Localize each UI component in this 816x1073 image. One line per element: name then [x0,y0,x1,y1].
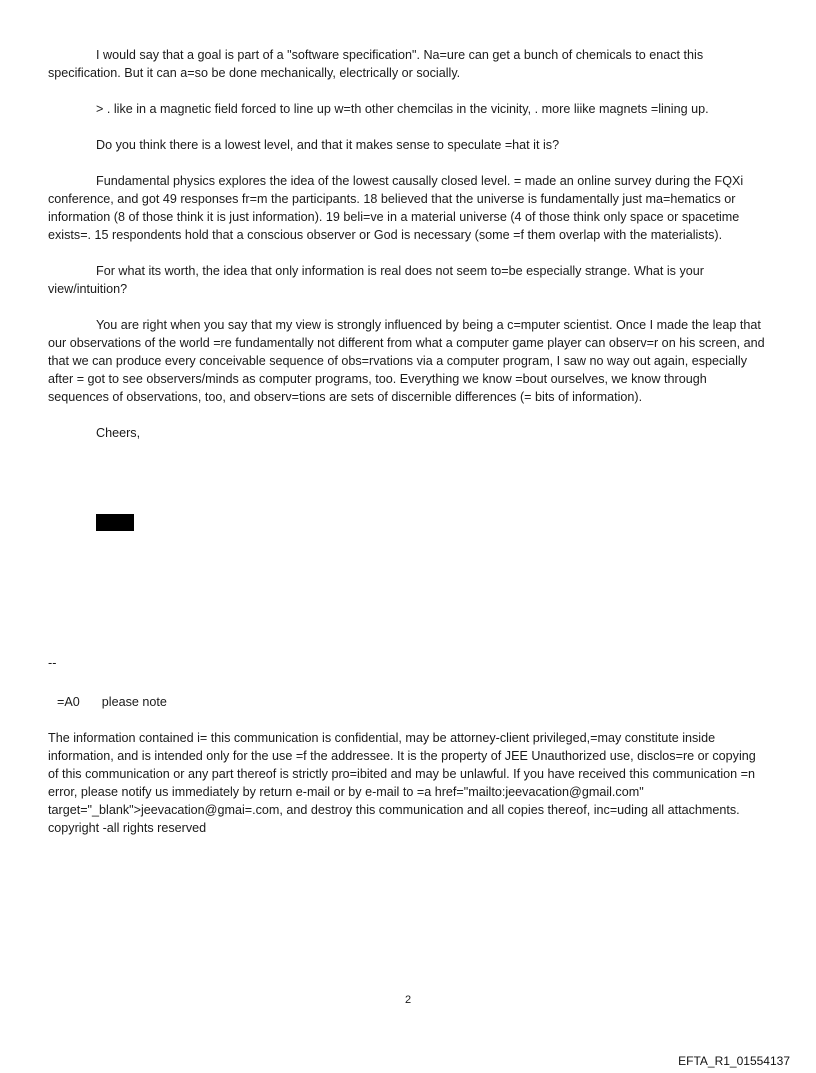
body-paragraph-5: For what its worth, the idea that only information is real does not seem to=be especially strange. What is your view/intuition? [48,264,704,296]
redacted-signature-block [96,514,134,531]
body-paragraph-6: You are right when you say that my view is strongly influenced by being a c=mputer scientist. Once I made the leap that our observations of the world =re fundamentally not different from what a computer game player can observ=r on his screen, and that we can produce every conceivable sequence of obs=rvations via a computer program, I saw no way out again, especially after = got to see observers/minds as computer programs, too. Everything we know =bout ourselves, we know through sequences of observations, too, and observ=tions are sets of discernible differences (= bits of information). [48,318,765,404]
body-paragraph-1: I would say that a goal is part of a "software specification". Na=ure can get a bunch of chemicals to enact this specification. But it can a=so be done mechanically, electrically or socially. [48,48,704,80]
page-number: 2 [404,994,412,1006]
note-text: please note [101,695,167,709]
please-note-line [57,693,167,711]
body-paragraph-3: Do you think there is a lowest level, and that it makes sense to speculate =hat it is? [96,138,560,152]
body-paragraph-2: > . like in a magnetic field forced to line up w=th other chemcilas in the vicinity, . more liike magnets =lining up. [96,102,709,116]
signature-separator: -- [48,656,57,670]
confidentiality-disclaimer: The information contained i= this communication is confidential, may be attorney-client privileged,=may constitute inside information, and is intended only for the use =f the addressee. It is the property of JEE Unauthorized use, disclos=re or copying of this communication or any part thereof is strictly pro=ibited and may be unlawful. If you have received this communication =n error, please notify us immediately by return e-mail or by e-mail to =a href="mailto:jeevacation@gmail.com" target="_blank">jeevacation@gmai=.com, and destroy this communication and all copies thereof, inc=uding all attachments. copyright -all rights reserved [48,731,756,835]
document-id: EFTA_R1_01554137 [678,1054,790,1068]
body-paragraph-4: Fundamental physics explores the idea of the lowest causally closed level. = made an online survey during the FQXi conference, and got 49 responses fr=m the participants. 18 believed that the universe is fundamentally just ma=hematics or information (8 of those think it is just information). 19 beli=ve in a material universe (4 of those think only space or spacetime exists=. 15 respondents hold that a conscious observer or God is necessary (some =f them overlap with the materialists). [48,174,744,242]
email-body [48,46,768,460]
note-prefix: =A0 [57,695,80,709]
closing-salutation: Cheers, [96,426,141,440]
